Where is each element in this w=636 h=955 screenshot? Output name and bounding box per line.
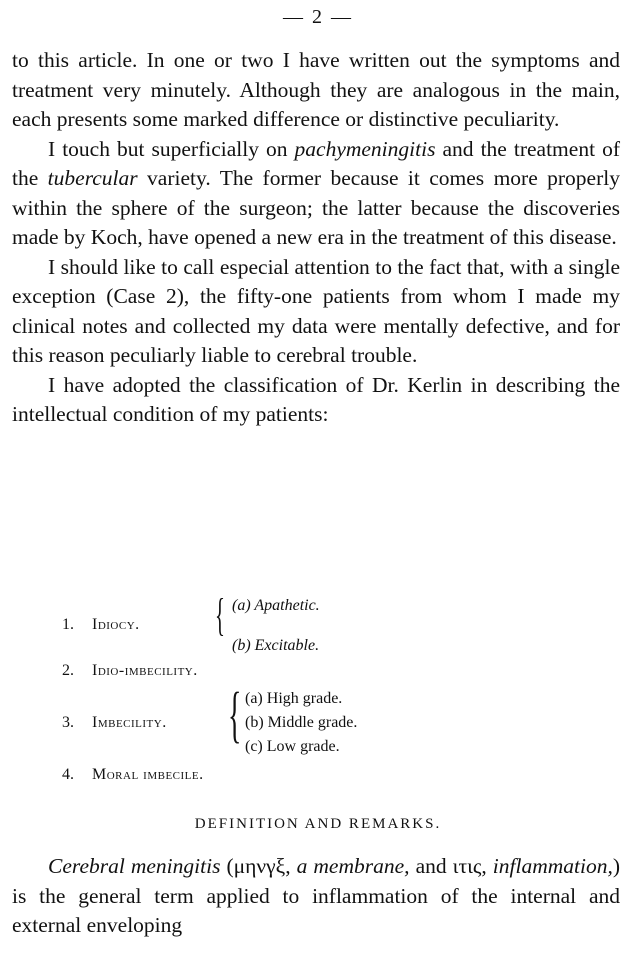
idiocy-sub-a [232,597,320,615]
imbecility-sub-b: (b) Middle grade. [245,714,358,731]
term-cerebral-meningitis: Cerebral meningitis [48,854,221,878]
imbecility-sub-a: (a) High grade. [245,690,343,707]
list-item-1 [62,616,140,634]
list-label: Moral imbecile. [92,766,204,783]
term-tubercular: tubercular [47,166,138,190]
idiocy-sub-b [232,637,319,655]
list-label: Imbecility. [92,714,167,731]
list-number: 2. [62,662,74,679]
list-item-3 [62,714,167,732]
list-item-4 [62,766,204,784]
paragraph-2 [12,135,620,253]
section-heading: DEFINITION AND REMARKS. [194,816,442,832]
greek-etymology-1: (μηνγξ, [220,854,297,878]
brace-idiocy: { [215,589,225,640]
term-pachymeningitis: pachymeningitis [294,136,436,161]
term-inflammation: inflammation, [492,854,613,878]
paragraph-2-text-b: and the treatment of the [12,136,620,190]
idiocy-apathetic: (a) Apathetic. [232,597,320,614]
paragraph-3: I should like to call especial attention to the fact that, with a single exception (Case 2), the fifty-one patients from whom I made my clinical notes and collected my data were mentally defective, and for this reason peculiarly liable to cerebral trouble. [12,254,620,367]
body-text-block [12,46,620,430]
definition-text-rest: ) is the general term applied to inflammation of the internal and external enveloping [12,854,620,937]
idiocy-excitable: (b) Excitable. [232,637,320,654]
list-item-2 [62,662,198,680]
definition-paragraph [12,852,620,941]
paragraph-2-text-c: variety. The former because it comes more properly within the sphere of the surgeon; the latter because the discoveries made by Koch, have opened a new era in the treatment of this disease. [12,166,620,249]
definition-text-and: and [409,854,453,878]
list-number: 4. [62,766,74,783]
list-number: 1. [62,616,74,633]
list-number: 3. [62,714,74,731]
list-label: Idio-imbecility. [92,662,198,679]
list-label: Idiocy. [92,616,140,633]
paragraph-4: I have adopted the classification of Dr. Kerlin in describing the intellectual condition of my patients: [12,372,620,426]
paragraph-1: to this article. In one or two I have written out the symptoms and treatment very minutely. Although they are analogous in the main, each presents some marked difference or distinctive peculiarity. [12,48,620,131]
imbecility-sub-c: (c) Low grade. [245,738,340,755]
paragraph-2-text-a: I touch but superficially on [48,136,295,161]
brace-imbecility: { [228,681,242,749]
greek-etymology-2: ιτις, [452,854,493,878]
term-a-membrane: a membrane, [296,854,410,878]
page-number: — 2 — [283,6,353,28]
